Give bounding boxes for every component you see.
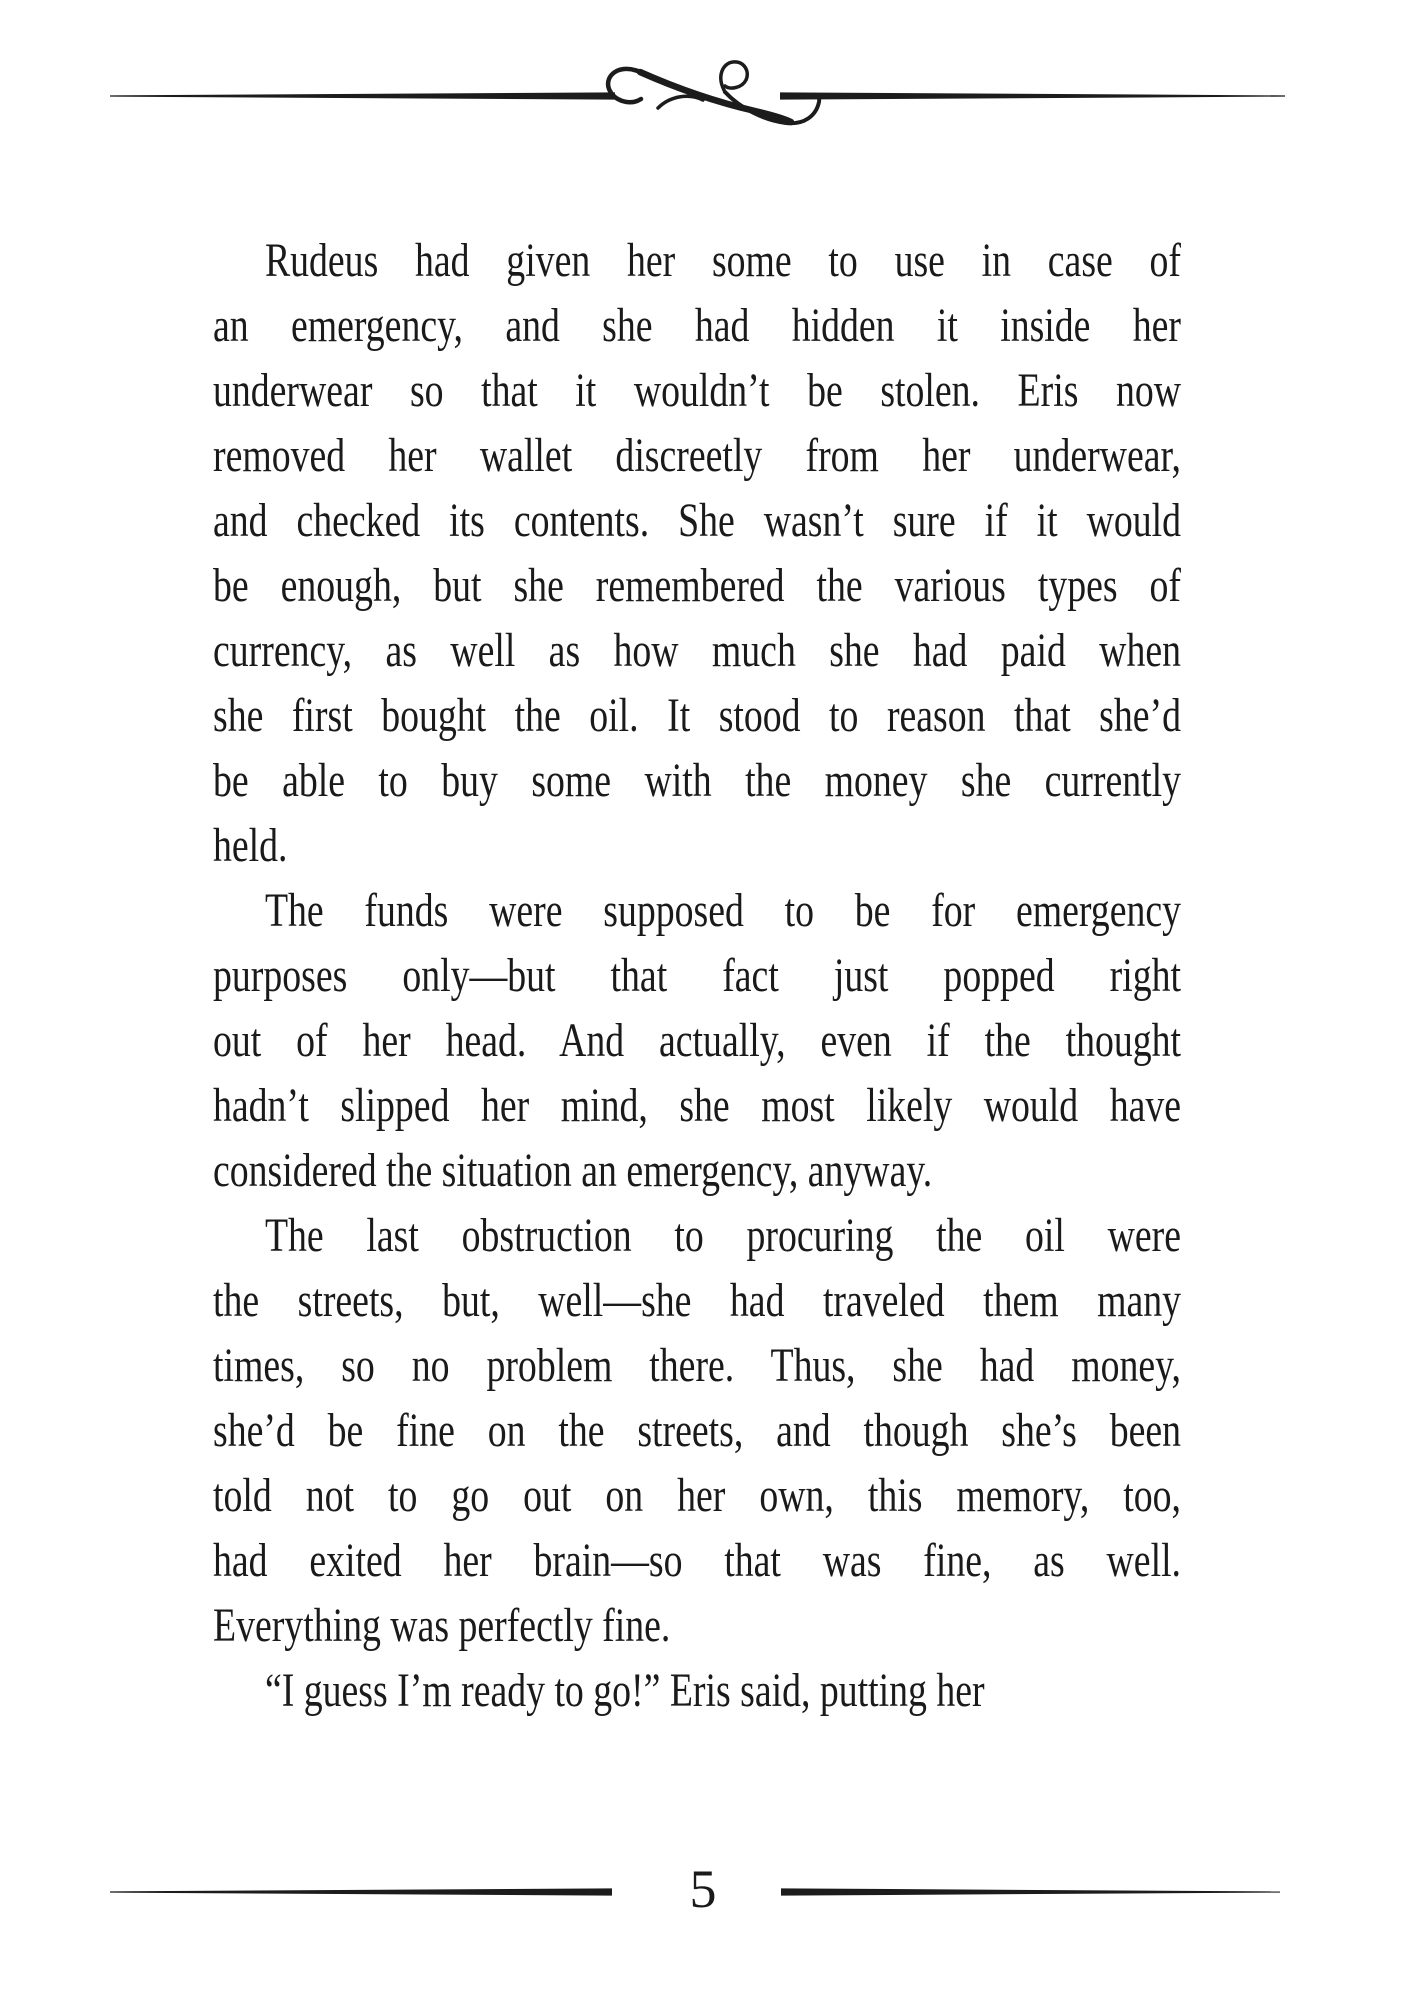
text-line: an emergency, and she had hidden it inside her — [213, 299, 1182, 352]
paragraph — [213, 228, 1181, 878]
text-line: hadn’t slipped her mind, she most likely would have — [213, 1079, 1182, 1132]
paragraph — [213, 1658, 1181, 1723]
paragraph — [213, 1203, 1181, 1658]
text-line: The last obstruction to procuring the oil were — [264, 1209, 1182, 1262]
text-line: Everything was perfectly fine. — [213, 1599, 671, 1652]
text-line: held. — [213, 819, 288, 872]
text-line: currency, as well as how much she had paid when — [213, 624, 1182, 677]
text-line: be enough, but she remembered the various types of — [213, 559, 1182, 612]
text-line: the streets, but, well—she had traveled them many — [213, 1274, 1182, 1327]
text-line: removed her wallet discreetly from her underwear, — [213, 429, 1182, 482]
text-line: times, so no problem there. Thus, she had money, — [213, 1339, 1182, 1392]
footer-rule-right — [781, 1888, 1280, 1895]
text-line: had exited her brain—so that was fine, as well. — [213, 1534, 1182, 1587]
text-line: she first bought the oil. It stood to reason that she’d — [213, 689, 1182, 742]
header-rule-right — [780, 92, 1285, 99]
text-line: considered the situation an emergency, anyway. — [213, 1144, 933, 1197]
text-line: she’d be fine on the streets, and though she’s been — [213, 1404, 1182, 1457]
text-line: and checked its contents. She wasn’t sure if it would — [213, 494, 1182, 547]
text-line: underwear so that it wouldn’t be stolen. Eris now — [213, 364, 1182, 417]
text-line: out of her head. And actually, even if the thought — [213, 1014, 1182, 1067]
text-line: purposes only—but that fact just popped right — [213, 949, 1182, 1002]
text-line: The funds were supposed to be for emergency — [264, 884, 1182, 937]
text-line: “I guess I’m ready to go!” Eris said, putting her — [264, 1664, 985, 1717]
header-divider-flourish-icon — [100, 50, 1304, 150]
text-line: be able to buy some with the money she currently — [213, 754, 1182, 807]
header-rule-left — [110, 92, 615, 99]
text-line: Rudeus had given her some to use in case of — [264, 234, 1182, 287]
footer-rule-left — [110, 1888, 612, 1895]
text-line: told not to go out on her own, this memory, too, — [213, 1469, 1182, 1522]
body-text — [213, 228, 1181, 1723]
paragraph — [213, 878, 1181, 1203]
page-number: 5 — [689, 1859, 717, 1919]
